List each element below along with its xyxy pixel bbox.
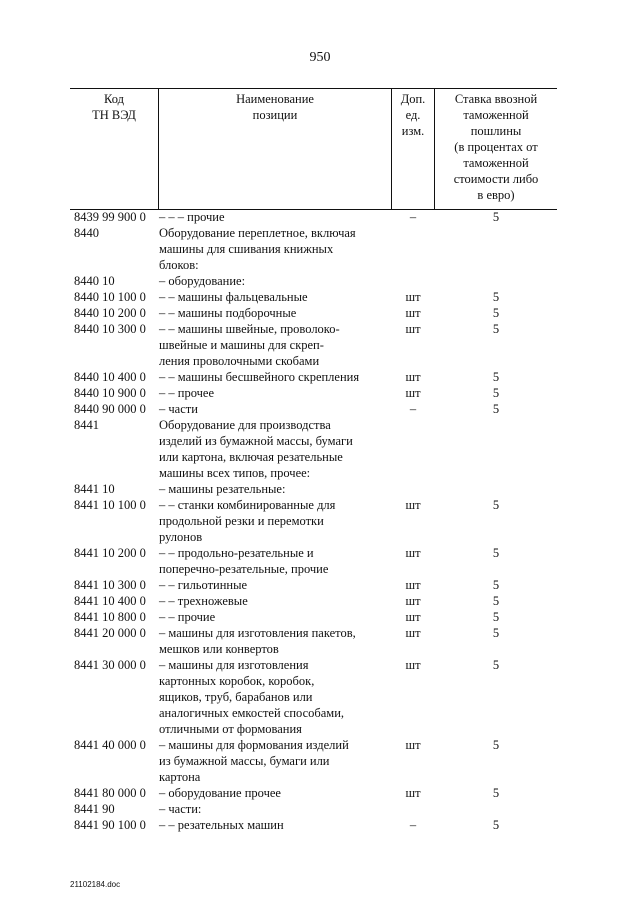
row-unit: шт — [405, 610, 421, 624]
table-row — [70, 785, 557, 801]
row-name: – машины для изготовления пакетов, мешков или конвертов — [159, 626, 356, 656]
row-name: – – машины подборочные — [159, 306, 297, 320]
table-row — [70, 625, 557, 657]
row-code: 8440 — [74, 226, 99, 240]
row-name: – – прочие — [159, 610, 216, 624]
header-unit: Доп. ед. изм. — [400, 92, 426, 138]
row-name: – машины резательные: — [159, 482, 286, 496]
row-code: 8440 10 100 0 — [74, 290, 146, 304]
row-name: – части: — [159, 802, 202, 816]
header-code: Код ТН ВЭД — [92, 92, 136, 122]
row-code: 8439 99 900 0 — [74, 210, 146, 224]
row-code: 8441 20 000 0 — [74, 626, 146, 640]
table-row — [70, 737, 557, 785]
row-name: Оборудование для производства изделий из бумажной массы, бумаги или картона, включая резательные машины всех типов, прочее: — [159, 418, 353, 480]
table-row — [70, 305, 557, 321]
row-rate: 5 — [492, 402, 500, 416]
row-name: – машины для изготовления картонных коробок, коробок, ящиков, труб, барабанов или аналогичных емкостей способами, отличными от формования — [159, 658, 345, 736]
row-code: 8441 10 — [74, 482, 115, 496]
row-unit: шт — [405, 786, 421, 800]
row-code: 8440 10 400 0 — [74, 370, 146, 384]
row-code: 8441 10 300 0 — [74, 578, 146, 592]
table-row — [70, 609, 557, 625]
row-code: 8440 10 900 0 — [74, 386, 146, 400]
row-rate: 5 — [492, 578, 500, 592]
row-code: 8441 40 000 0 — [74, 738, 146, 752]
row-rate: 5 — [492, 546, 500, 560]
row-name: – – станки комбинированные для продольной резки и перемотки рулонов — [159, 498, 336, 544]
row-name: – – машины бесшвейного скрепления — [159, 370, 360, 384]
table-row — [70, 273, 557, 289]
row-unit: шт — [405, 306, 421, 320]
row-code: 8441 10 400 0 — [74, 594, 146, 608]
row-code: 8441 — [74, 418, 99, 432]
row-code: 8440 10 — [74, 274, 115, 288]
row-unit: шт — [405, 658, 421, 672]
row-rate: 5 — [492, 818, 500, 832]
row-unit: шт — [405, 290, 421, 304]
footer-filename: 21102184.doc — [70, 880, 121, 889]
row-rate: 5 — [492, 738, 500, 752]
row-unit: – — [409, 402, 417, 416]
table-row — [70, 289, 557, 305]
row-name: – – гильотинные — [159, 578, 248, 592]
row-rate: 5 — [492, 626, 500, 640]
row-name: Оборудование переплетное, включая машины для сшивания книжных блоков: — [159, 226, 356, 272]
table-row — [70, 817, 557, 833]
row-rate: 5 — [492, 322, 500, 336]
row-name: – – трехножевые — [159, 594, 248, 608]
table-row — [70, 417, 557, 481]
row-unit: шт — [405, 322, 421, 336]
table-header — [70, 88, 557, 210]
table-row — [70, 545, 557, 577]
row-rate: 5 — [492, 370, 500, 384]
table-row — [70, 657, 557, 737]
tariff-table — [70, 88, 557, 832]
row-code: 8440 10 300 0 — [74, 322, 146, 336]
row-code: 8441 30 000 0 — [74, 658, 146, 672]
row-rate: 5 — [492, 786, 500, 800]
table-row — [70, 369, 557, 385]
row-unit: – — [409, 210, 417, 224]
header-name: Наименование позиции — [236, 92, 314, 122]
table-row — [70, 401, 557, 417]
row-rate: 5 — [492, 498, 500, 512]
row-rate: 5 — [492, 210, 500, 224]
table-row — [70, 321, 557, 369]
row-name: – – резательных машин — [159, 818, 284, 832]
row-name: – – машины фальцевальные — [159, 290, 308, 304]
row-name: – – прочее — [159, 386, 214, 400]
row-unit: шт — [405, 578, 421, 592]
table-row — [70, 481, 557, 497]
table-row — [70, 209, 557, 225]
row-name: – части — [159, 402, 198, 416]
row-rate: 5 — [492, 658, 500, 672]
page-number: 950 — [309, 50, 331, 65]
row-unit: шт — [405, 594, 421, 608]
table-row — [70, 593, 557, 609]
row-code: 8441 90 100 0 — [74, 818, 146, 832]
row-code: 8440 10 200 0 — [74, 306, 146, 320]
row-rate: 5 — [492, 594, 500, 608]
row-unit: шт — [405, 626, 421, 640]
header-rate: Ставка ввозной таможенной пошлины (в процентах от таможенной стоимости либо в евро) — [453, 92, 539, 202]
row-unit: шт — [405, 498, 421, 512]
row-unit: шт — [405, 546, 421, 560]
table-row — [70, 385, 557, 401]
row-code: 8441 10 100 0 — [74, 498, 146, 512]
row-unit: шт — [405, 738, 421, 752]
row-code: 8440 90 000 0 — [74, 402, 146, 416]
row-rate: 5 — [492, 386, 500, 400]
row-unit: шт — [405, 370, 421, 384]
row-unit: – — [409, 818, 417, 832]
row-name: – оборудование: — [159, 274, 246, 288]
table-row — [70, 497, 557, 545]
table-row — [70, 225, 557, 273]
row-name: – – – прочие — [159, 210, 225, 224]
row-rate: 5 — [492, 610, 500, 624]
row-rate: 5 — [492, 306, 500, 320]
row-code: 8441 80 000 0 — [74, 786, 146, 800]
row-name: – – продольно-резательные и поперечно-резательные, прочие — [159, 546, 329, 576]
row-code: 8441 10 200 0 — [74, 546, 146, 560]
row-name: – машины для формования изделий из бумажной массы, бумаги или картона — [159, 738, 349, 784]
row-rate: 5 — [492, 290, 500, 304]
table-row — [70, 801, 557, 817]
row-name: – – машины швейные, проволоко- швейные и машины для скреп- ления проволочными скобами — [159, 322, 340, 368]
row-code: 8441 10 800 0 — [74, 610, 146, 624]
row-unit: шт — [405, 386, 421, 400]
table-row — [70, 577, 557, 593]
row-code: 8441 90 — [74, 802, 115, 816]
row-name: – оборудование прочее — [159, 786, 281, 800]
